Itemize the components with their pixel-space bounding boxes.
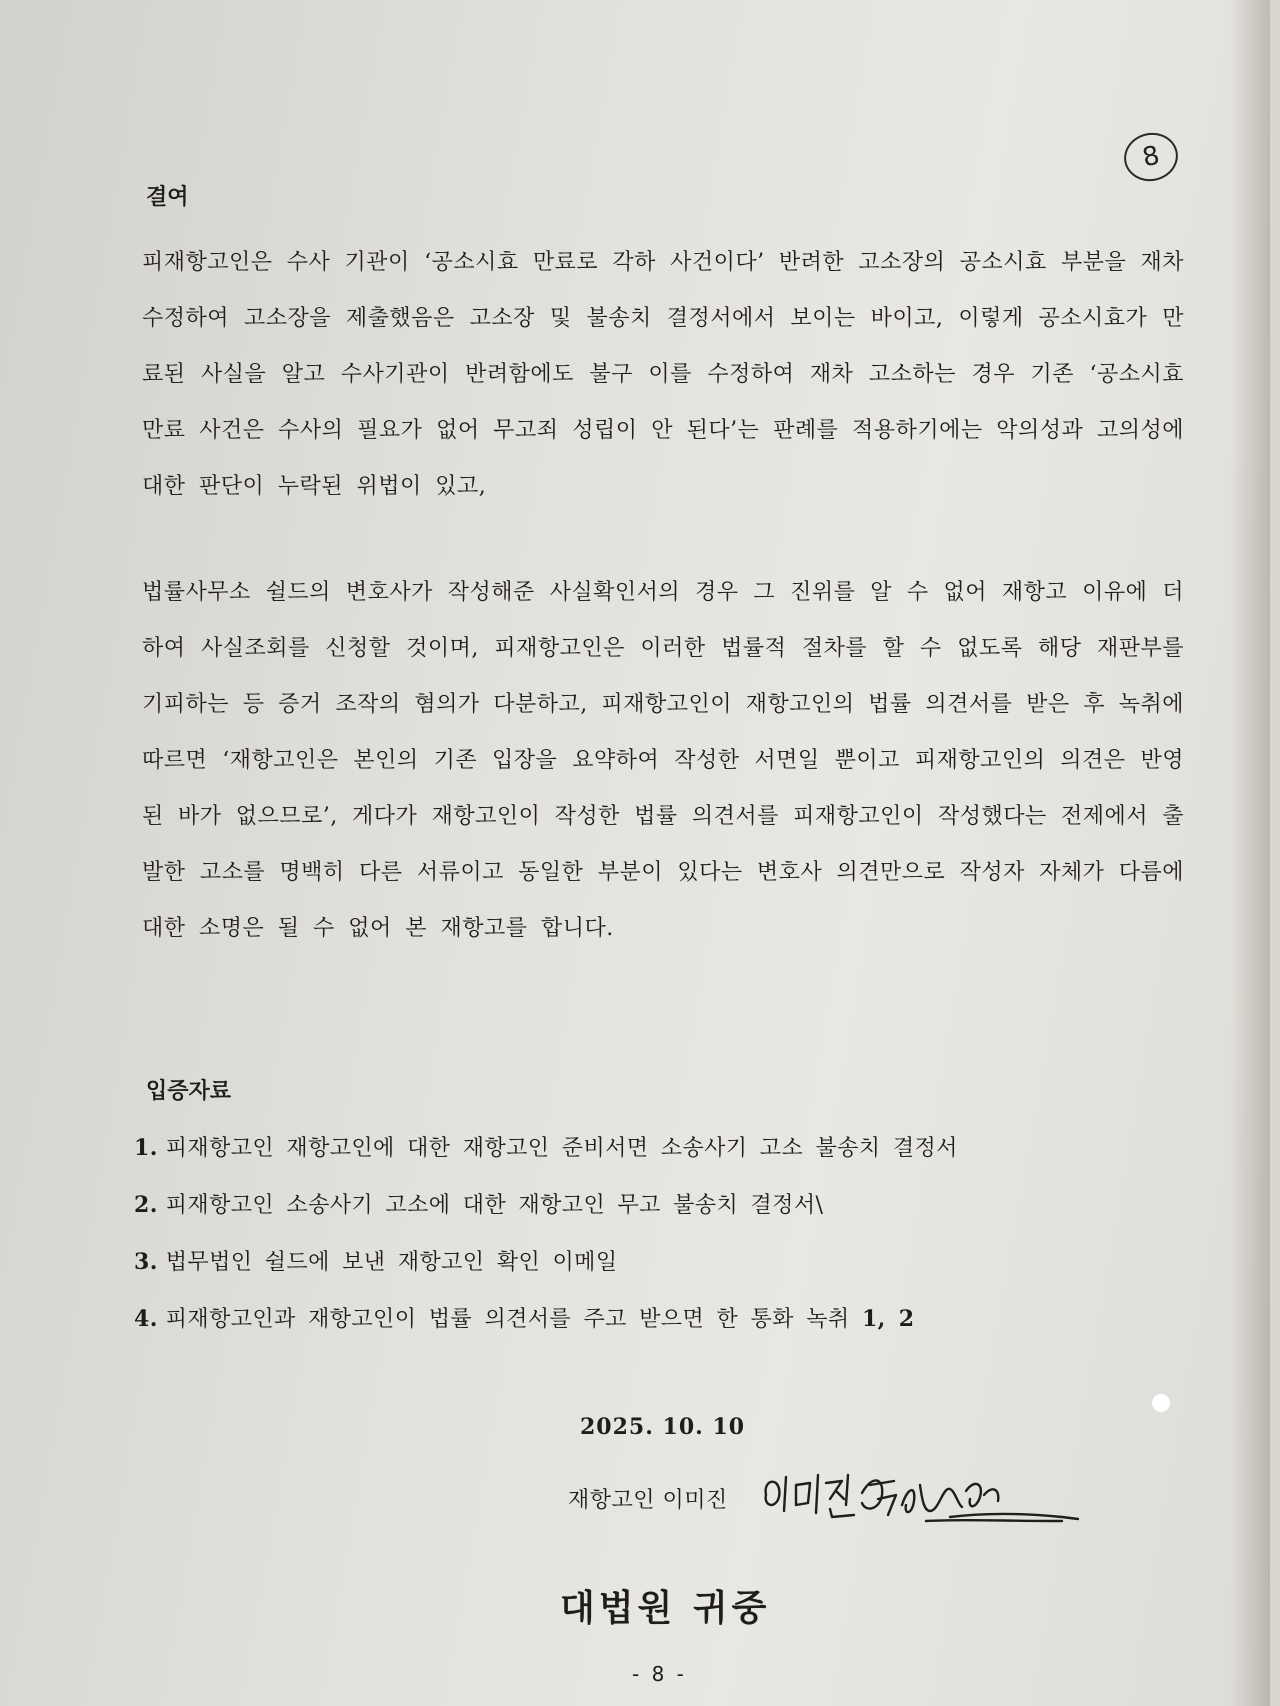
handwritten-signature — [762, 1455, 1082, 1535]
evidence-item-number: 4. — [134, 1306, 158, 1332]
circled-page-mark: 8 — [1120, 128, 1183, 186]
court-addressee: 대법원 귀중 — [560, 1588, 771, 1629]
conclusion-heading: 결여 — [146, 185, 189, 210]
evidence-item-text: 피재항고인 재항고인에 대한 재항고인 준비서면 소송사기 고소 불송치 결정서 — [165, 1136, 958, 1161]
evidence-item — [134, 1177, 958, 1234]
page-number: - 8 - — [632, 1662, 687, 1686]
evidence-item-number: 2. — [134, 1192, 158, 1218]
evidence-item — [134, 1120, 958, 1177]
evidence-item-number: 1. — [134, 1135, 158, 1161]
conclusion-paragraph-2: 법률사무소 쉴드의 변호사가 작성해준 사실확인서의 경우 그 진위를 알 수 없어 재항고 이유에 더하여 사실조회를 신청할 것이며, 피재항고인은 이러한 법률적 절차를 할 수 없도록 해당 재판부를 기피하는 등 증거 조작의 혐의가 다분하고, 피재항고인이 재항고인의 법률 의견서를 받은 후 녹취에 따르면 ‘재항고인은 본인의 기존 입장을 요약하여 작성한 서면일 뿐이고 피재항고인의 의견은 반영된 바가 없으므로’, 게다가 재항고인이 작성한 법률 의견서를 피재항고인이 작성했다는 전제에서 출발한 고소를 명백히 다른 서류이고 동일한 부분이 있다는 변호사 의견만으로 작성자 자체가 다름에 대한 소명은 될 수 없어 본 재항고를 합니다. — [142, 580, 1184, 941]
evidence-list — [134, 1120, 958, 1348]
evidence-heading: 입증자료 — [146, 1079, 232, 1104]
conclusion-paragraph-1: 피재항고인은 수사 기관이 ‘공소시효 만료로 각하 사건이다’ 반려한 고소장의 공소시효 부분을 재차 수정하여 고소장을 제출했음은 고소장 및 불송치 결정서에서 보이는 바이고, 이렇게 공소시효가 만료된 사실을 알고 수사기관이 반려함에도 불구 이를 수정하여 재차 고소하는 경우 기존 ‘공소시효 만료 사건은 수사의 필요가 없어 무고죄 성립이 안 된다’는 판례를 적용하기에는 악의성과 고의성에 대한 판단이 누락된 위법이 있고, — [142, 250, 1184, 499]
evidence-item-text: 법무법인 쉴드에 보낸 재항고인 확인 이메일 — [165, 1250, 618, 1275]
paper-edge-shadow — [1230, 0, 1270, 1706]
document-date: 2025. 10. 10 — [580, 1414, 746, 1440]
signer-name: 재항고인 이미진 — [568, 1488, 728, 1513]
evidence-item-text: 피재항고인 소송사기 고소에 대한 재항고인 무고 불송치 결정서\ — [165, 1193, 824, 1218]
evidence-item — [134, 1291, 958, 1348]
evidence-item-text: 피재항고인과 재항고인이 법률 의견서를 주고 받으면 한 통화 녹취 — [165, 1307, 850, 1332]
white-dot — [1152, 1394, 1170, 1412]
evidence-item-tail: 1, 2 — [861, 1306, 915, 1332]
evidence-item-number: 3. — [134, 1249, 158, 1275]
evidence-item — [134, 1234, 958, 1291]
